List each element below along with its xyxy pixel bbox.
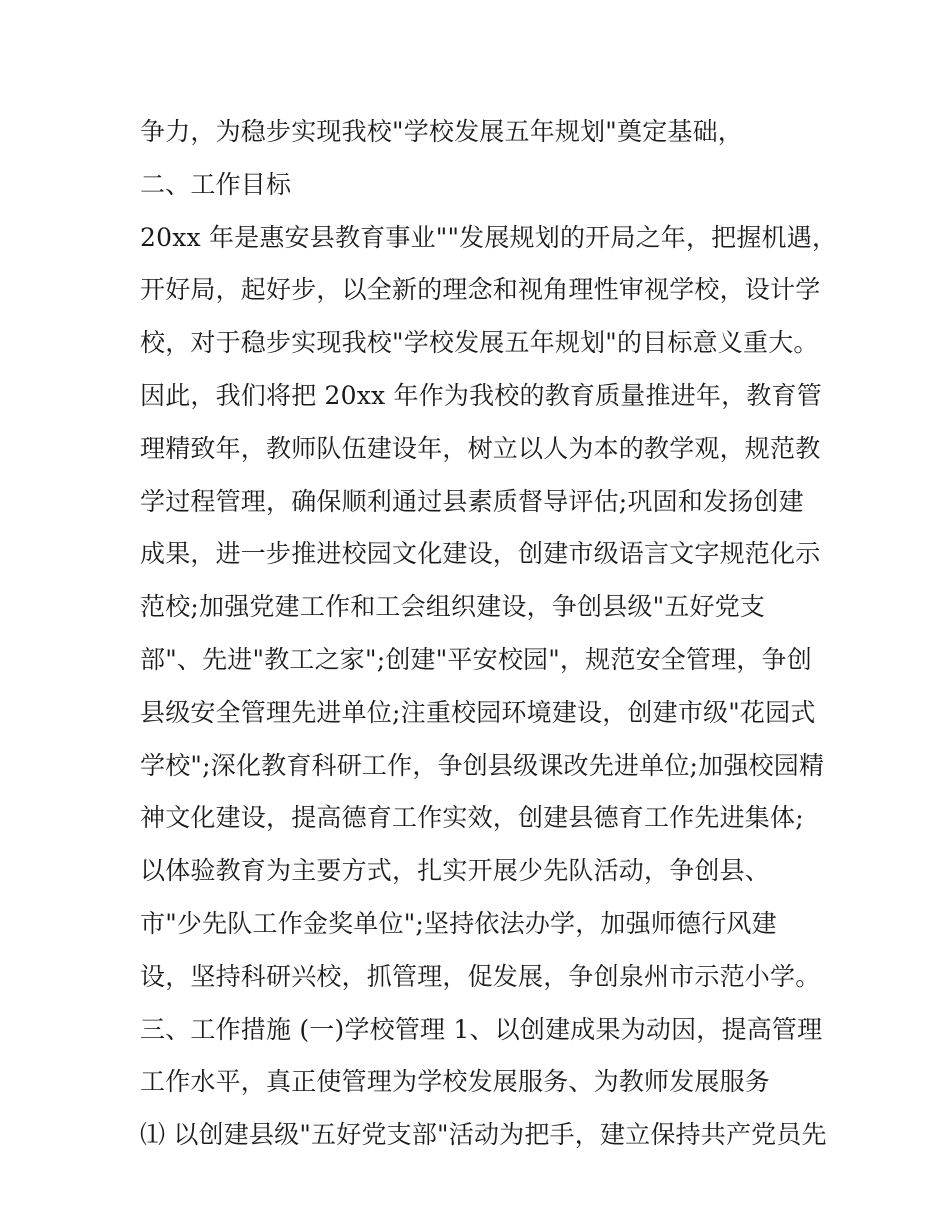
text-line: 神文化建设，提高德育工作实效，创建县德育工作先进集体; [140, 803, 804, 833]
section-heading-measures: 三、工作措施 (一)学校管理 1、以创建成果为动因，提高管理 [140, 1014, 823, 1044]
text-line: 开好局，起好步，以全新的理念和视角理性审视学校，设计学 [140, 275, 821, 305]
text-line: 20xx 年是惠安县教育事业""发展规划的开局之年，把握机遇， [140, 222, 838, 252]
text-line: 学校";深化教育科研工作，争创县级课改先进单位;加强校园精 [140, 750, 825, 780]
text-line: 工作水平，真正使管理为学校发展服务、为教师发展服务 [140, 1067, 771, 1097]
text-line: 部"、先进"教工之家";创建"平安校园"，规范安全管理，争创 [140, 644, 812, 674]
text-line: 以体验教育为主要方式，扎实开展少先队活动，争创县、 [140, 856, 771, 886]
text-line: 县级安全管理先进单位;注重校园环境建设，创建市级"花园式 [140, 697, 816, 727]
text-line: 成果，进一步推进校园文化建设，创建市级语言文字规范化示 [140, 539, 821, 569]
text-line: 因此，我们将把 20xx 年作为我校的教育质量推进年，教育管 [140, 380, 822, 410]
text-line: 设，坚持科研兴校，抓管理，促发展，争创泉州市示范小学。 [140, 961, 821, 991]
body-text [140, 106, 838, 1162]
text-line: 理精致年，教师队伍建设年，树立以人为本的教学观，规范教 [140, 433, 821, 463]
text-line: 学过程管理，确保顺利通过县素质督导评估;巩固和发扬创建 [140, 486, 804, 516]
section-heading-goals: 二、工作目标 [140, 169, 292, 199]
text-line: 争力，为稳步实现我校"学校发展五年规划"奠定基础， [140, 117, 744, 146]
text-line: 校，对于稳步实现我校"学校发展五年规划"的目标意义重大。 [140, 328, 819, 358]
text-line: 市"少先队工作金奖单位";坚持依法办学，加强师德行风建 [140, 908, 777, 938]
text-line: ⑴ 以创建县级"五好党支部"活动为把手，建立保持共产党员先 [140, 1120, 827, 1150]
text-line: 范校;加强党建工作和工会组织建设，争创县级"五好党支 [140, 592, 766, 622]
